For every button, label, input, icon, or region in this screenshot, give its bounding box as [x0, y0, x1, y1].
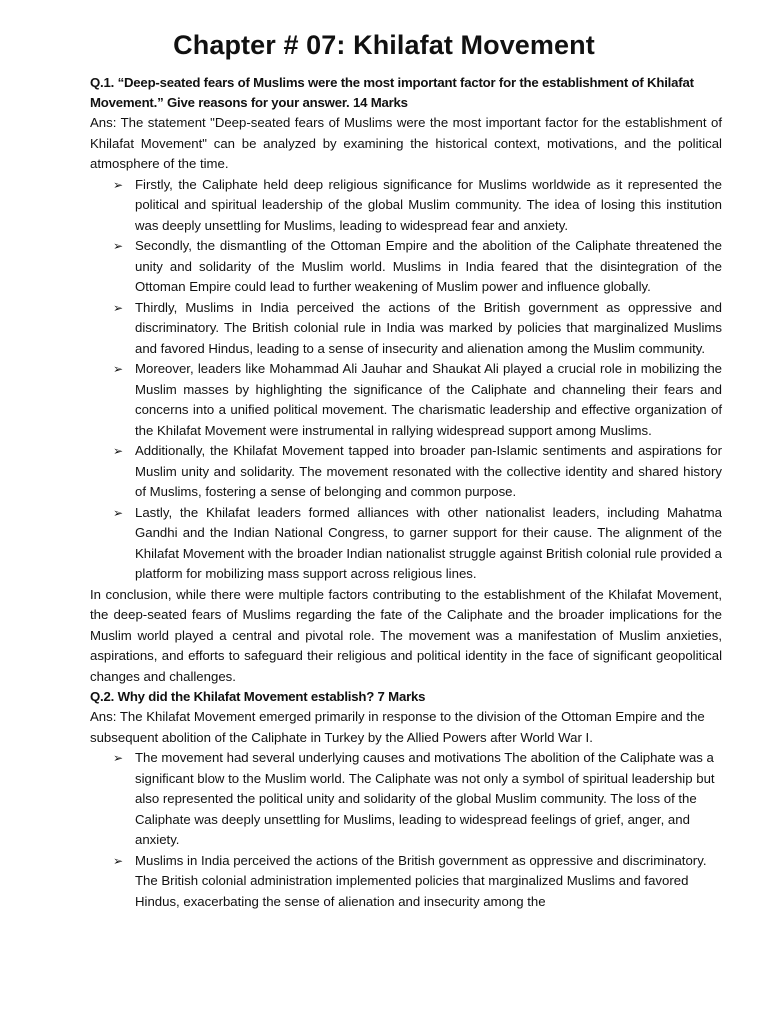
list-item: ➢ Additionally, the Khilafat Movement tapped into broader pan-Islamic sentiments and aspirations for Muslim unity and solidarity. The movement resonated with the collective identity and shared history of Muslims, fostering a sense of belonging and common purpose. [113, 443, 722, 499]
arrow-bullet-icon: ➢ [113, 177, 124, 192]
list-item: ➢ Lastly, the Khilafat leaders formed alliances with other nationalist leaders, including Mahatma Gandhi and the Indian National Congress, to garner support for their cause. The alignment of the Khilafat Movement with the broader Indian nationalist struggle against British colonial rule provided a platform for mobilizing mass support across religious lines. [113, 504, 722, 581]
arrow-bullet-icon: ➢ [113, 362, 124, 376]
arrow-bullet-icon: ➢ [113, 751, 124, 765]
answer-1-intro: Ans: The statement "Deep-seated fears of Muslims were the most important factor for the establishment of Khilafat Movement" can be analyzed by examining the historical context, motivations, and the political atmosphere of the time. [90, 115, 722, 171]
list-item: ➢ Firstly, the Caliphate held deep religious significance for Muslims worldwide as it represented the political and spiritual leadership of the global Muslim community. The idea of losing this institution was deeply unsettling for Muslims, leading to widespread fear and anxiety. [113, 176, 722, 233]
arrow-bullet-icon: ➢ [113, 239, 124, 253]
arrow-bullet-icon: ➢ [113, 300, 124, 315]
chapter-title: Chapter # 07: Khilafat Movement [173, 30, 595, 60]
list-item: ➢ Muslims in India perceived the actions of the British government as oppressive and discriminatory. The British colonial administration implemented policies that marginalized Muslims and favored Hindus, exacerbating the sense of alienation and insecurity among the [113, 852, 707, 909]
list-item: ➢ Moreover, leaders like Mohammad Ali Jauhar and Shaukat Ali played a crucial role in mobilizing the Muslim masses by highlighting the significance of the Caliphate and channeling their fears and concerns into a unified political movement. The charismatic leadership and effective organization of the Khilafat Movement were instrumental in rallying widespread support among Muslims. [113, 361, 722, 438]
answer-2-intro: Ans: The Khilafat Movement emerged primarily in response to the division of the Ottoman Empire and the subsequent abolition of the Caliphate in Turkey by the Allied Powers after World War I. [90, 709, 705, 745]
question-1: Q.1. “Deep-seated fears of Muslims were the most important factor for the establishment of Khilafat Movement.” Give reasons for your answer. 14 Marks [90, 75, 694, 110]
list-item: ➢ The movement had several underlying causes and motivations The abolition of the Caliphate was a significant blow to the Muslim world. The Caliphate was not only a symbol of spiritual leadership but also represented the political unity and solidarity of the global Muslim community. The loss of the Caliphate was deeply unsettling for Muslims, leading to widespread feelings of grief, anger, and anxiety. [113, 750, 715, 847]
arrow-bullet-icon: ➢ [113, 505, 124, 520]
answer-1-bullet-list [90, 175, 722, 585]
arrow-bullet-icon: ➢ [113, 853, 124, 868]
list-item: ➢ Secondly, the dismantling of the Ottoman Empire and the abolition of the Caliphate threatened the unity and solidarity of the Muslim world. Muslims in India feared that the disintegration of the Ottoman Empire could lead to further weakening of Muslim power and influence globally. [113, 238, 722, 294]
question-2: Q.2. Why did the Khilafat Movement establish? 7 Marks [90, 689, 426, 704]
arrow-bullet-icon: ➢ [113, 444, 124, 458]
list-item: ➢ Thirdly, Muslims in India perceived the actions of the British government as oppressive and discriminatory. The British colonial rule in India was marked by policies that marginalized Muslims and favored Hindus, leading to a sense of insecurity and alienation among the Muslim community. [113, 299, 722, 356]
answer-1-conclusion: In conclusion, while there were multiple factors contributing to the establishment of the Khilafat Movement, the deep-seated fears of Muslims regarding the fate of the Caliphate and the broader implications for the Muslim world played a central and pivotal role. The movement was a manifestation of Muslim anxieties, aspirations, and efforts to safeguard their religious and political identity in the face of significant geopolitical changes and challenges. [90, 586, 722, 684]
answer-2-bullet-list [90, 748, 722, 912]
